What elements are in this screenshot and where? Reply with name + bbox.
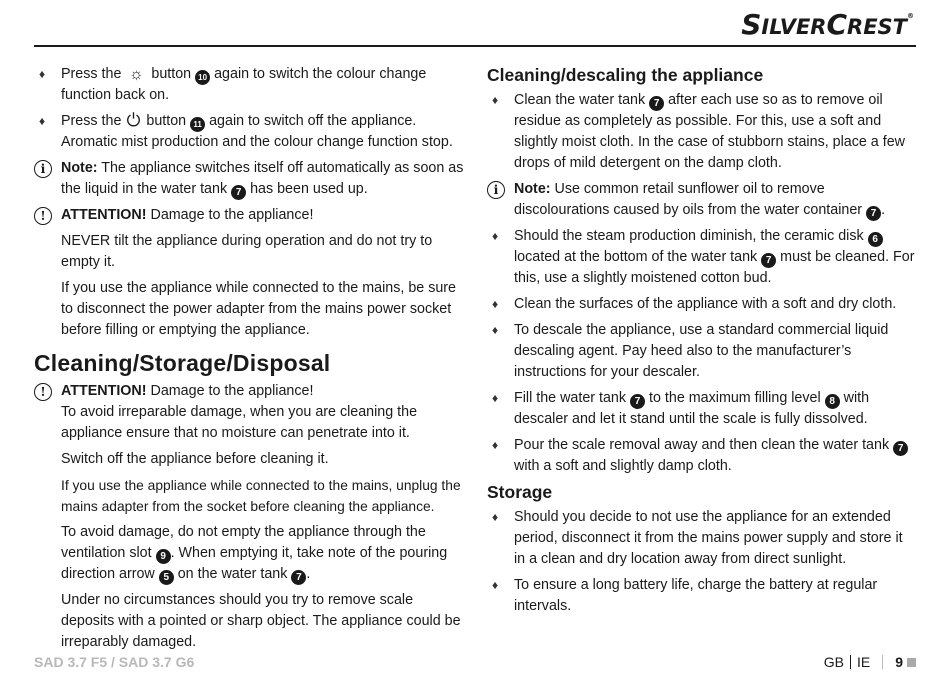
info-icon: i <box>487 180 505 201</box>
footer-model: SAD 3.7 F5 / SAD 3.7 G6 <box>34 654 195 670</box>
warning-icon: ! <box>34 382 52 403</box>
item-number-badge: 8 <box>825 394 840 409</box>
warning-paragraph: Under no circumstances should you try to remove scale deposits with a pointed or sharp object. The appliance could be irreparably damaged. <box>61 592 461 650</box>
bullet-icon: ♦ <box>492 297 499 311</box>
item-number-badge: 7 <box>649 96 664 111</box>
item-number-badge: 5 <box>159 570 174 585</box>
warning-paragraph: To avoid damage, do not empty the appliance through the ventilation slot 9 . When emptying it, take note of the pouring direction arrow 5 on the water tank 7 . <box>61 524 448 583</box>
item-number-badge: 9 <box>156 549 171 564</box>
bullet-icon: ♦ <box>492 323 499 337</box>
item-number-badge: 11 <box>190 117 205 132</box>
section-heading: Cleaning/Storage/Disposal <box>34 350 331 376</box>
bullet-icon: ♦ <box>492 229 499 243</box>
note-block: i Note: The appliance switches itself off automatically as soon as the liquid in the water tank 7 has been used up. <box>34 158 466 200</box>
bullet-icon: ♦ <box>492 510 499 524</box>
list-item: ♦ Should you decide to not use the appliance for an extended period, disconnect it from the mains power supply and store it in a clean and dry location away from direct sunlight. <box>492 509 903 567</box>
list-item: ♦ Should the steam production diminish, the ceramic disk 6 located at the bottom of the water tank 7 must be cleaned. For this, use a slightly moistened cotton bud. <box>492 228 915 286</box>
right-column <box>487 65 917 622</box>
list-item: ♦ To ensure a long battery life, charge the battery at regular intervals. <box>492 577 878 614</box>
bullet-icon: ♦ <box>492 391 499 405</box>
warning-icon: ! <box>34 206 52 227</box>
footer-country: GB <box>823 654 844 670</box>
sun-icon: ☼ <box>129 66 144 83</box>
warning-paragraph: Switch off the appliance before cleaning it. <box>61 451 329 467</box>
item-number-badge: 7 <box>291 570 306 585</box>
footer-country: IE <box>856 654 871 670</box>
list-item: ♦ Press the ☼ button 10 again to switch the colour change function back on. <box>39 66 427 103</box>
warning-block: ! ATTENTION! Damage to the appliance! To avoid irreparable damage, when you are cleaning the appliance ensure that no moisture can penetrate into it. Switch off the appliance before cleaning it. If you use the appliance while connected to the mains, unplug the mains adapter from the socket before cleaning the appliance. To avoid damage, do not empty the appliance through the ventilation slot 9 . When emptying it, take note of the pouring direction arrow 5 on the water tank 7 . Under no circumstances should you try to remove scale deposits with a pointed or sharp object. The appliance could be irreparably damaged. <box>34 381 466 653</box>
note-block: i Note: Use common retail sunflower oil to remove discolourations caused by oils from the water container 7 . <box>487 179 917 221</box>
list-item: ♦ Press the button 11 again to switch off the appliance. Aromatic mist production and the colour change function stop. <box>39 113 453 150</box>
warning-paragraph: NEVER tilt the appliance during operation and do not try to empty it. <box>61 233 433 270</box>
list-item: ♦ Pour the scale removal away and then clean the water tank 7 with a soft and slightly damp cloth. <box>487 435 917 477</box>
list-item: ♦ Fill the water tank 7 to the maximum filling level 8 with descaler and let it stand until the scale is fully dissolved. <box>492 390 870 427</box>
page-number: 9 <box>895 654 903 670</box>
item-number-badge: 7 <box>761 253 776 268</box>
item-number-badge: 7 <box>893 441 908 456</box>
item-number-badge: 7 <box>866 206 881 221</box>
left-column <box>34 64 466 658</box>
bullet-icon: ♦ <box>492 438 499 452</box>
section-subheading: Cleaning/descaling the appliance <box>487 65 764 85</box>
item-number-badge: 7 <box>630 394 645 409</box>
power-icon <box>125 111 142 128</box>
list-item: ♦ To descale the appliance, use a standard commercial liquid descaling agent. Pay heed also to the manufacturer’s instructions for your descaler. <box>492 322 889 380</box>
footer-page-info <box>824 654 916 670</box>
brand-logo: SILVERCREST® <box>741 8 914 41</box>
header-rule <box>34 45 916 47</box>
bullet-icon: ♦ <box>39 67 46 81</box>
warning-paragraph: To avoid irreparable damage, when you are cleaning the appliance ensure that no moisture can penetrate into it. <box>61 404 418 441</box>
warning-block: ! ATTENTION! Damage to the appliance! NEVER tilt the appliance during operation and do not try to empty it. If you use the appliance while connected to the mains, be sure to disconnect the power adapter from the mains power socket before filling or emptying the appliance. <box>34 205 466 341</box>
item-number-badge: 6 <box>868 232 883 247</box>
list-item: ♦ Clean the surfaces of the appliance with a soft and dry cloth. <box>487 294 917 315</box>
bullet-icon: ♦ <box>492 93 499 107</box>
section-subheading: Storage <box>487 482 553 502</box>
bullet-icon: ♦ <box>39 114 46 128</box>
item-number-badge: 7 <box>231 185 246 200</box>
bullet-icon: ♦ <box>492 578 499 592</box>
warning-paragraph: If you use the appliance while connected to the mains, unplug the mains adapter from the socket before cleaning the appliance. <box>61 478 461 514</box>
warning-paragraph: If you use the appliance while connected to the mains, be sure to disconnect the power adapter from the mains power socket before filling or emptying the appliance. <box>61 280 457 338</box>
info-icon: i <box>34 159 52 180</box>
page-marker-icon <box>907 658 916 667</box>
item-number-badge: 10 <box>195 70 210 85</box>
list-item: ♦ Clean the water tank 7 after each use so as to remove oil residue as completely as possible. For this, use a soft and slightly moist cloth. In the case of stubborn stains, place a few drops of mild detergent on the damp cloth. <box>492 92 905 171</box>
